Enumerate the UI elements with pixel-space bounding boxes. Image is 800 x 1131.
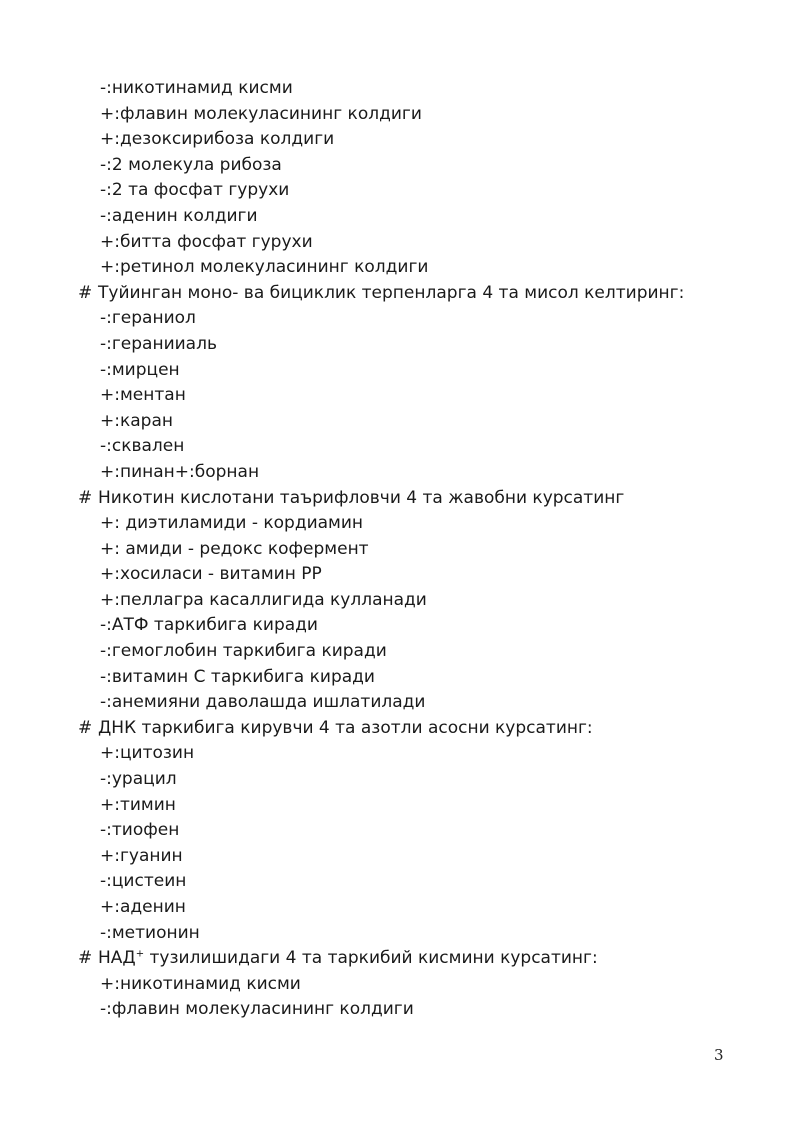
question-line	[78, 486, 758, 512]
answer-option: +:никотинамид кисми	[100, 973, 301, 994]
answer-option: -:сквален	[100, 436, 185, 457]
answer-option: +:тимин	[100, 794, 176, 815]
question-superscript: +	[135, 948, 145, 960]
answer-option: -:метионин	[100, 922, 200, 943]
answer-option: +:каран	[100, 410, 173, 431]
question-line	[78, 716, 758, 742]
question-text-prefix: НАД	[98, 948, 136, 969]
answer-option: -:урацил	[100, 769, 177, 790]
question-marker: #	[78, 717, 93, 738]
answer-option: -:аденин колдиги	[100, 205, 258, 226]
answer-option: -:витамин С таркибига киради	[100, 666, 375, 687]
answer-option: +: диэтиламиди - кордиамин	[100, 513, 364, 534]
answer-option: -:АТФ таркибига киради	[100, 615, 318, 636]
answer-option: -:гемоглобин таркибига киради	[100, 641, 387, 662]
question-marker: #	[78, 948, 93, 969]
question-line	[78, 946, 758, 972]
answer-option: -:анемияни даволашда ишлатилади	[100, 692, 426, 713]
answer-option: +:хосиласи - витамин РР	[100, 564, 322, 585]
answer-option: -:мирцен	[100, 359, 180, 380]
answer-option: +:битта фосфат гурухи	[100, 231, 313, 252]
question-text: Туйинган моно- ва бициклик терпенларга 4 та мисол келтиринг:	[98, 282, 685, 303]
question-marker: #	[78, 282, 93, 303]
question-text: Никотин кислотани таърифловчи 4 та жавобни курсатинг	[98, 487, 625, 508]
answer-option: -:никотинамид кисми	[100, 78, 293, 98]
answer-option: +:пинан+:борнан	[100, 461, 260, 482]
question-line	[78, 281, 758, 307]
answer-option: +:ретинол молекуласининг колдиги	[100, 257, 429, 278]
answer-option: +: амиди - редокс кофермент	[100, 538, 369, 559]
answer-option: +:дезоксирибоза колдиги	[100, 129, 335, 150]
answer-option: -:цистеин	[100, 871, 187, 892]
document-body	[78, 76, 758, 1023]
answer-option: +:гуанин	[100, 845, 183, 866]
answer-option: +:пеллагра касаллигида кулланади	[100, 589, 427, 610]
page-number: 3	[714, 1046, 724, 1064]
question-text: тузилишидаги 4 та таркибий кисмини курсатинг:	[144, 948, 598, 969]
answer-option: -:геранииаль	[100, 333, 217, 354]
answer-option: -:2 та фосфат гурухи	[100, 180, 290, 201]
answer-option: +:аденин	[100, 897, 186, 917]
answer-option: -:тиофен	[100, 820, 180, 841]
answer-option: -:2 молекула рибоза	[100, 154, 282, 175]
answer-option: +:ментан	[100, 385, 186, 406]
answer-option: -:гераниол	[100, 308, 196, 329]
question-text: ДНК таркибига кирувчи 4 та азотли асосни курсатинг:	[98, 717, 593, 738]
answer-option: +:флавин молекуласининг колдиги	[100, 103, 422, 124]
answer-option: -:флавин молекуласининг колдиги	[100, 999, 414, 1020]
question-marker: #	[78, 487, 93, 508]
answer-option: +:цитозин	[100, 743, 195, 764]
